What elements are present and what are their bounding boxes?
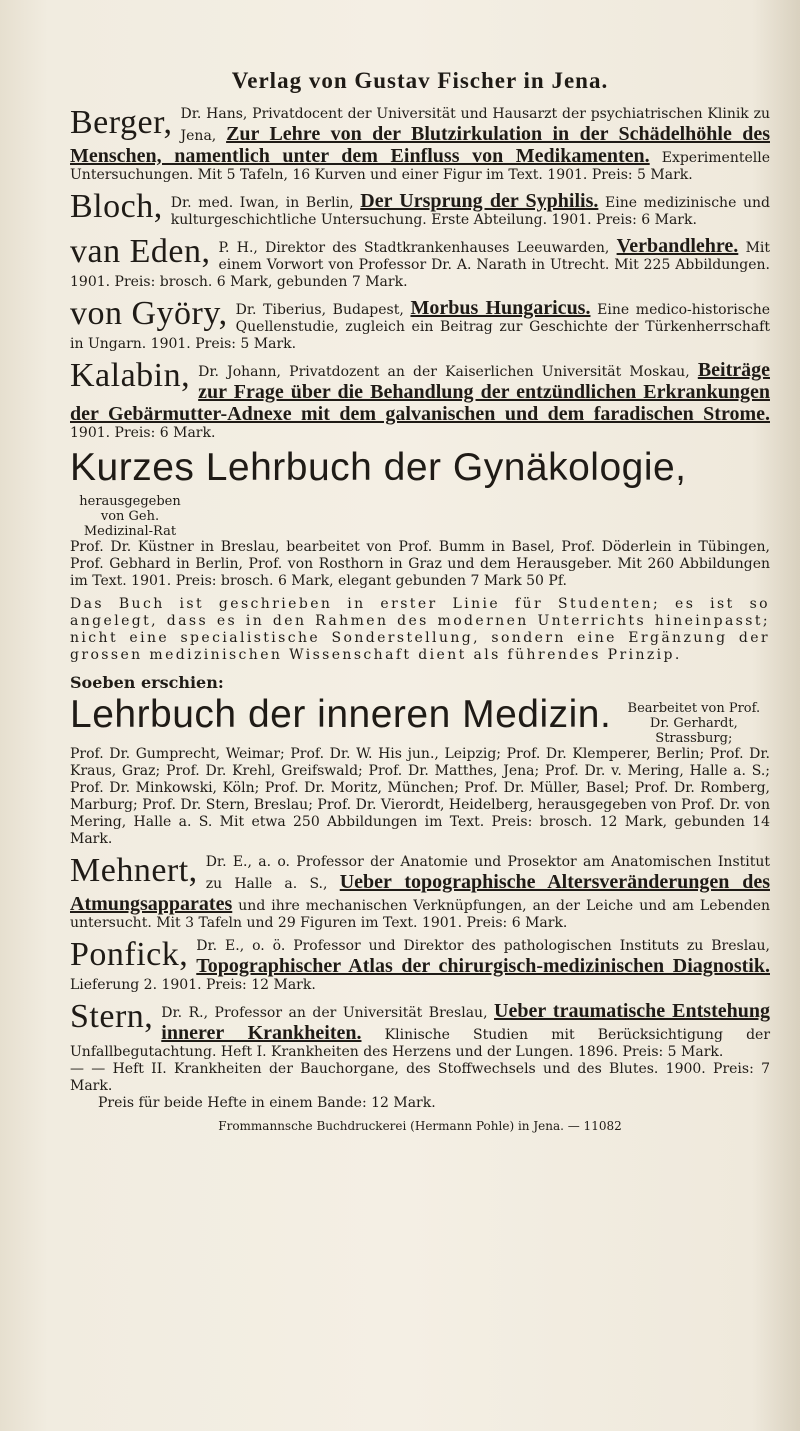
- book-title: Beiträge zur Frage über die Behandlung der entzündlichen Erkrankungen der Gebärmutter-Adnexe mit dem galvanischen und dem faradischen Strome.: [70, 359, 770, 425]
- entry-stern: [70, 1000, 770, 1112]
- entry-ponfick: [70, 938, 770, 994]
- book-combined-price: Preis für beide Hefte in einem Bande: 12 Mark.: [98, 1095, 436, 1111]
- book-details-part-two: — — Heft II. Krankheiten der Bauchorgane, des Stoffwechsels und des Blutes. 1900. Preis: 7 Mark.: [70, 1061, 770, 1094]
- book-title: Lehrbuch der inneren Medizin.: [70, 695, 612, 736]
- author-description: Dr. Tiberius, Budapest,: [235, 302, 404, 318]
- book-details: Prof. Dr. Gumprecht, Weimar; Prof. Dr. W. His jun., Leipzig; Prof. Dr. Klemperer, Berlin; Prof. Dr. Kraus, Graz; Prof. Dr. Krehl, Greifswald; Prof. Dr. Matthes, Jena; Prof. Dr. v. Mering, Halle a. S.; Prof. Dr. Minkowski, Köln; Prof. Dr. Moritz, München; Prof. Dr. Müller, Basel; Prof. Dr. Romberg, Marburg; Prof. Dr. Stern, Breslau; Prof. Dr. Vierordt, Heidelberg, herausgegeben von Prof. Dr. von Mering, Halle a. S. Mit etwa 250 Abbildungen im Text. Preis: brosch. 12 Mark, gebunden 14 Mark.: [70, 746, 770, 847]
- new-release-label: Soeben erschien:: [70, 673, 224, 692]
- book-details: Eine medico-historische Quellenstudie, zugleich ein Beitrag zur Geschichte der Türkenherrschaft in Ungarn. 1901. Preis: 5 Mark.: [70, 302, 771, 352]
- author-description: Dr. E., o. ö. Professor und Direktor des pathologischen Instituts zu Breslau,: [196, 938, 770, 954]
- author-name: van Eden,: [70, 233, 211, 270]
- editor-note: herausgegeben von Geh. Medizinal-Rat: [79, 494, 181, 539]
- book-title: Ueber traumatische Entstehung innerer Krankheiten.: [161, 1000, 770, 1044]
- author-description: Dr. Hans, Privatdocent der Universität und Hausarzt der psychiatrischen Klinik zu Jena,: [180, 106, 770, 144]
- entry-berger: [70, 106, 770, 184]
- book-description: Das Buch ist geschrieben in erster Linie für Studenten; es ist so angelegt, dass es in den Rahmen des modernen Unterrichts hineinpasst; nicht eine specialistische Sonderstellung, sondern eine Ergänzung der grossen medizinischen Wissenschaft dient als führendes Prinzip.: [70, 596, 770, 663]
- book-details: Klinische Studien mit Berücksichtigung der Unfallbegutachtung. Heft I. Krankheiten des Herzens und der Lungen. 1896. Preis: 5 Mark.: [70, 1027, 771, 1060]
- book-title: Verbandlehre.: [616, 235, 739, 257]
- author-name: Ponfick,: [70, 936, 189, 973]
- book-details: und ihre mechanischen Verknüpfungen, an der Leiche und am Lebenden untersucht. Mit 3 Tafeln und 29 Figuren im Text. 1901. Preis: 6 Mark.: [70, 898, 771, 931]
- author-description: Dr. Johann, Privatdozent an der Kaiserlichen Universität Moskau,: [198, 364, 690, 380]
- author-description: Dr. R., Professor an der Universität Breslau,: [161, 1005, 488, 1021]
- entry-von-gyory: [70, 297, 770, 353]
- author-name: Mehnert,: [70, 852, 198, 889]
- author-description: Dr. E., a. o. Professor der Anatomie und Prosektor am Anatomischen Institut zu Halle a. S.,: [205, 854, 770, 892]
- author-name: von Györy,: [70, 295, 228, 332]
- book-title: Topographischer Atlas der chirurgisch-medizinischen Diagnostik.: [196, 955, 770, 977]
- author-name: Bloch,: [70, 188, 163, 225]
- entry-gynaekologie: [70, 448, 770, 664]
- author-name: Stern,: [70, 998, 154, 1035]
- book-title: Der Ursprung der Syphilis.: [360, 190, 599, 212]
- catalog-page: [70, 68, 770, 1135]
- entry-van-eden: [70, 235, 770, 291]
- entry-bloch: [70, 190, 770, 229]
- entry-innere-medizin: [70, 695, 770, 848]
- book-details: Prof. Dr. Küstner in Breslau, bearbeitet von Prof. Bumm in Basel, Prof. Döderlein in Tübingen, Prof. Gebhard in Berlin, Prof. von Rosthorn in Graz und dem Herausgeber. Mit 260 Abbildungen im Text. 1901. Preis: brosch. 6 Mark, elegant gebunden 7 Mark 50 Pf.: [70, 539, 770, 589]
- author-description: P. H., Direktor des Stadtkrankenhauses Leeuwarden,: [218, 240, 610, 256]
- author-description: Dr. med. Iwan, in Berlin,: [170, 195, 354, 211]
- book-title: Kurzes Lehrbuch der Gynäkologie,: [70, 448, 687, 489]
- book-details: Eine medizinische und kulturgeschichtliche Untersuchung. Erste Abteilung. 1901. Preis: 6 Mark.: [170, 195, 770, 228]
- editor-note: Bearbeitet von Prof. Dr. Gerhardt, Strassburg;: [627, 701, 761, 746]
- book-details: Lieferung 2. 1901. Preis: 12 Mark.: [70, 977, 316, 993]
- book-title: Zur Lehre von der Blutzirkulation in der Schädelhöhle des Menschen, namentlich unter dem Einfluss von Medikamenten.: [70, 123, 770, 167]
- publisher-header: Verlag von Gustav Fischer in Jena.: [231, 68, 609, 93]
- author-name: Berger,: [70, 104, 173, 141]
- printer-imprint: Frommannsche Buchdruckerei (Hermann Pohle) in Jena. — 11082: [218, 1119, 622, 1133]
- book-title: Ueber topographische Altersveränderungen des Atmungsapparates: [70, 871, 770, 915]
- author-name: Kalabin,: [70, 357, 191, 394]
- entry-kalabin: [70, 359, 770, 442]
- book-details: Mit einem Vorwort von Professor Dr. A. Narath in Utrecht. Mit 225 Abbildungen. 1901. Preis: brosch. 6 Mark, gebunden 7 Mark.: [70, 240, 771, 290]
- entry-mehnert: [70, 854, 770, 932]
- book-details: Experimentelle Untersuchungen. Mit 5 Tafeln, 16 Kurven und einer Figur im Text. 1901. Preis: 5 Mark.: [70, 150, 770, 183]
- book-title: Morbus Hungaricus.: [410, 297, 591, 319]
- book-details: 1901. Preis: 6 Mark.: [70, 425, 216, 441]
